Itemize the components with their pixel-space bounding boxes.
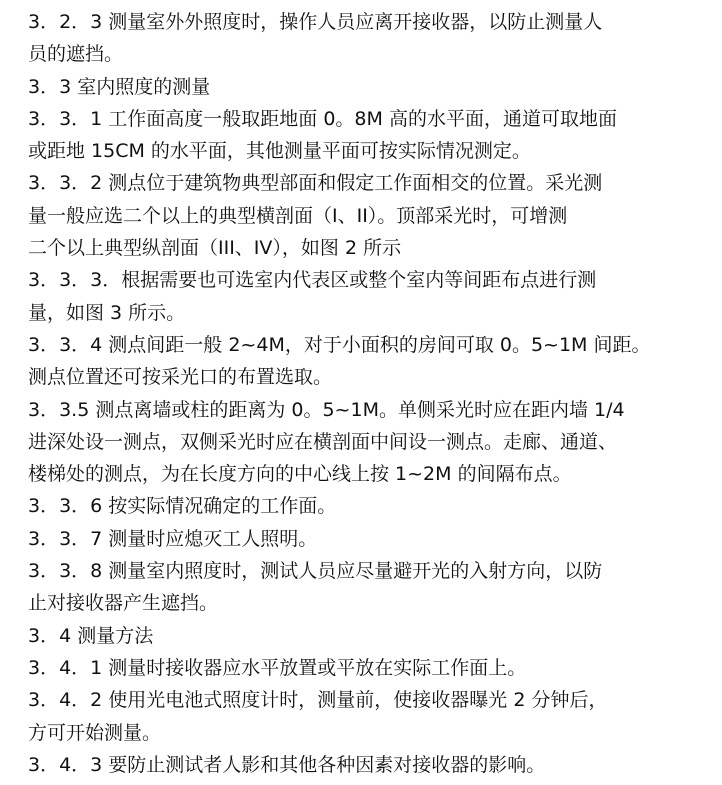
text-line: 或距地 15CM 的水平面，其他测量平面可按实际情况测定。 bbox=[28, 140, 531, 163]
text-line: 3．4．2 使用光电池式照度计时，测量前，使接收器曝光 2 分钟后， bbox=[28, 689, 608, 712]
text-line: 进深处设一测点，双侧采光时应在横剖面中间设一测点。走廊、通道、 bbox=[28, 430, 618, 453]
text-line: 3．3.5 测点离墙或柱的距离为 0。5~1M。单侧采光时应在距内墙 1/4 bbox=[28, 398, 625, 421]
text-line: 二个以上典型纵剖面（III、IV），如图 2 所示 bbox=[28, 237, 402, 260]
text-line: 3．3．7 测量时应熄灭工人照明。 bbox=[28, 527, 318, 550]
text-line: 量，如图 3 所示。 bbox=[28, 301, 186, 324]
text-line: 测点位置还可按采光口的布置选取。 bbox=[28, 366, 333, 389]
text-line: 量一般应选二个以上的典型横剖面（I、II）。顶部采光时，可增测 bbox=[28, 204, 568, 227]
text-line: 3．3．3．根据需要也可选室内代表区或整个室内等间距布点进行测 bbox=[28, 269, 597, 292]
text-line: 3．3．6 按实际情况确定的工作面。 bbox=[28, 495, 337, 518]
text-line: 方可开始测量。 bbox=[28, 721, 162, 744]
section-heading: 3．4 测量方法 bbox=[28, 624, 154, 647]
text-line: 3．2．3 测量室外外照度时，操作人员应离开接收器，以防止测量人 bbox=[28, 11, 603, 33]
text-line: 3．3．8 测量室内照度时，测试人员应尽量避开光的入射方向，以防 bbox=[28, 560, 603, 583]
text-line: 3．3．1 工作面高度一般取距地面 0。8M 高的水平面，通道可取地面 bbox=[28, 107, 617, 130]
text-line: 3．3．2 测点位于建筑物典型部面和假定工作面相交的位置。采光测 bbox=[28, 172, 603, 195]
text-line: 止对接收器产生遮挡。 bbox=[28, 592, 219, 615]
text-line: 3．4．1 测量时接收器应水平放置或平放在实际工作面上。 bbox=[28, 656, 527, 679]
section-heading: 3．3 室内照度的测量 bbox=[28, 75, 211, 98]
text-line: 3．3．4 测点间距一般 2~4M，对于小面积的房间可取 0。5~1M 间距。 bbox=[28, 333, 651, 356]
text-line: 楼梯处的测点，为在长度方向的中心线上按 1~2M 的间隔布点。 bbox=[28, 463, 572, 486]
text-line: 3．4．3 要防止测试者人影和其他各种因素对接收器的影响。 bbox=[28, 753, 546, 776]
text-line: 员的遮挡。 bbox=[28, 43, 124, 66]
